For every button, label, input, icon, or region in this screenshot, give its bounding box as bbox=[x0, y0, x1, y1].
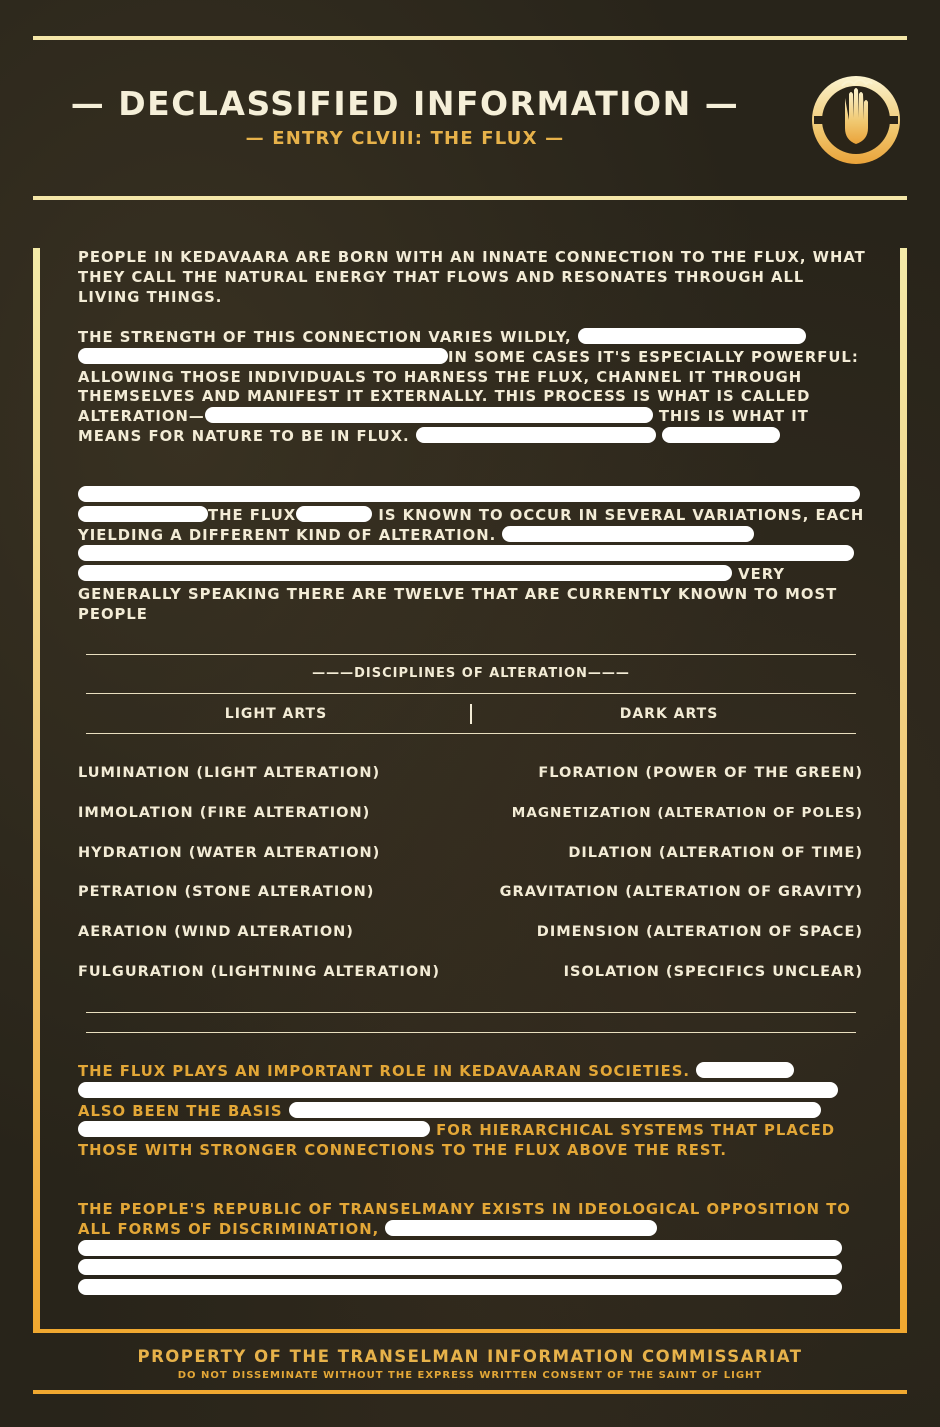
redaction-bar bbox=[205, 407, 653, 423]
page-title: — DECLASSIFIED INFORMATION — bbox=[70, 84, 740, 123]
connection-text-c: THIS IS WHAT IT MEANS FOR NATURE TO BE IN FLUX. bbox=[78, 408, 809, 445]
redaction-bar bbox=[385, 1220, 657, 1236]
dark-discipline: ISOLATION (SPECIFICS UNCLEAR) bbox=[563, 964, 863, 980]
redaction-bar bbox=[662, 427, 780, 443]
opposition-paragraph bbox=[78, 1200, 870, 1299]
connection-paragraph bbox=[78, 328, 870, 447]
redaction-bar bbox=[578, 328, 806, 344]
footer-subtitle: DO NOT DISSEMINATE WITHOUT THE EXPRESS WRITTEN CONSENT OF THE SAINT OF LIGHT bbox=[177, 1370, 763, 1381]
dark-arts-header: DARK ARTS bbox=[619, 706, 719, 722]
table-rule bbox=[86, 693, 856, 694]
dark-discipline: MAGNETIZATION (ALTERATION OF POLES) bbox=[511, 805, 863, 821]
society-text-b: ALSO BEEN THE BASIS bbox=[78, 1102, 283, 1120]
opposition-text: THE PEOPLE'S REPUBLIC OF TRANSELMANY EXISTS IN IDEOLOGICAL OPPOSITION TO ALL FORMS OF DISCRIMINATION, bbox=[78, 1201, 851, 1238]
connection-text-a: THE STRENGTH OF THIS CONNECTION VARIES WILDLY, bbox=[78, 329, 572, 346]
redaction-bar bbox=[78, 565, 732, 581]
column-divider bbox=[470, 704, 472, 724]
redaction-bar bbox=[78, 1259, 842, 1275]
page-subtitle: — ENTRY CLVIII: THE FLUX — bbox=[245, 128, 565, 149]
dark-discipline: FLORATION (POWER OF THE GREEN) bbox=[538, 765, 863, 781]
dark-discipline: GRAVITATION (ALTERATION OF GRAVITY) bbox=[499, 884, 863, 900]
light-arts-header: LIGHT ARTS bbox=[224, 706, 328, 722]
variations-text-c: VERY GENERALLY SPEAKING THERE ARE TWELVE THAT ARE CURRENTLY KNOWN TO MOST PEOPLE bbox=[78, 566, 838, 623]
society-text-c: FOR HIERARCHICAL SYSTEMS THAT PLACED THOSE WITH STRONGER CONNECTIONS TO THE FLUX ABOVE THE REST. bbox=[78, 1122, 836, 1160]
redaction-bar bbox=[78, 1121, 430, 1137]
table-rule bbox=[86, 733, 856, 734]
light-discipline: LUMINATION (LIGHT ALTERATION) bbox=[78, 765, 381, 781]
left-border-bar bbox=[33, 248, 40, 1330]
dark-discipline: DIMENSION (ALTERATION OF SPACE) bbox=[536, 924, 863, 940]
header-bottom-rule bbox=[33, 196, 907, 200]
redaction-bar bbox=[78, 1279, 842, 1295]
disciplines-title: ———DISCIPLINES OF ALTERATION——— bbox=[312, 666, 630, 681]
variations-text-b: IS KNOWN TO OCCUR IN SEVERAL VARIATIONS, EACH YIELDING A DIFFERENT KIND OF ALTERATION. bbox=[78, 506, 865, 544]
redaction-bar bbox=[78, 348, 448, 364]
redaction-bar bbox=[502, 526, 754, 542]
redaction-bar bbox=[78, 1240, 842, 1256]
variations-paragraph bbox=[78, 486, 870, 625]
redaction-bar bbox=[289, 1102, 821, 1118]
light-discipline: FULGURATION (LIGHTNING ALTERATION) bbox=[78, 964, 440, 980]
hand-emblem-icon bbox=[808, 70, 904, 166]
footer-top-rule bbox=[33, 1329, 907, 1333]
redaction-bar bbox=[416, 427, 656, 443]
footer-bottom-rule bbox=[33, 1390, 907, 1394]
connection-text-b: IN SOME CASES IT'S ESPECIALLY POWERFUL: ALLOWING THOSE INDIVIDUALS TO HARNESS THE FLUX, CHANNEL IT THROUGH THEMSELVES AND MANIFEST IT EXTERNALLY. THIS PROCESS IS WHAT IS CALLED ALTERATION— bbox=[78, 348, 859, 426]
redaction-bar bbox=[78, 506, 208, 522]
intro-paragraph: PEOPLE IN KEDAVAARA ARE BORN WITH AN INNATE CONNECTION TO THE FLUX, WHAT THEY CALL THE NATURAL ENERGY THAT FLOWS AND RESONATES THROUGH ALL LIVING THINGS. bbox=[78, 249, 866, 306]
redaction-bar bbox=[696, 1062, 794, 1078]
footer-title: PROPERTY OF THE TRANSELMAN INFORMATION COMMISSARIAT bbox=[137, 1347, 803, 1366]
light-discipline: IMMOLATION (FIRE ALTERATION) bbox=[78, 805, 371, 821]
top-rule bbox=[33, 36, 907, 40]
redaction-bar bbox=[78, 545, 854, 561]
light-discipline: PETRATION (STONE ALTERATION) bbox=[78, 884, 375, 900]
dark-discipline: DILATION (ALTERATION OF TIME) bbox=[568, 845, 863, 861]
table-rule bbox=[86, 1012, 856, 1013]
redaction-bar bbox=[78, 1082, 838, 1098]
variations-text-a: THE FLUX bbox=[208, 506, 297, 524]
light-discipline: AERATION (WIND ALTERATION) bbox=[78, 924, 354, 940]
redaction-bar bbox=[296, 506, 372, 522]
table-rule bbox=[86, 1032, 856, 1033]
right-border-bar bbox=[900, 248, 907, 1330]
redaction-bar bbox=[78, 486, 860, 502]
table-rule bbox=[86, 654, 856, 655]
light-discipline: HYDRATION (WATER ALTERATION) bbox=[78, 845, 381, 861]
society-paragraph bbox=[78, 1062, 870, 1161]
society-text-a: THE FLUX PLAYS AN IMPORTANT ROLE IN KEDAVAARAN SOCIETIES. bbox=[78, 1063, 690, 1080]
